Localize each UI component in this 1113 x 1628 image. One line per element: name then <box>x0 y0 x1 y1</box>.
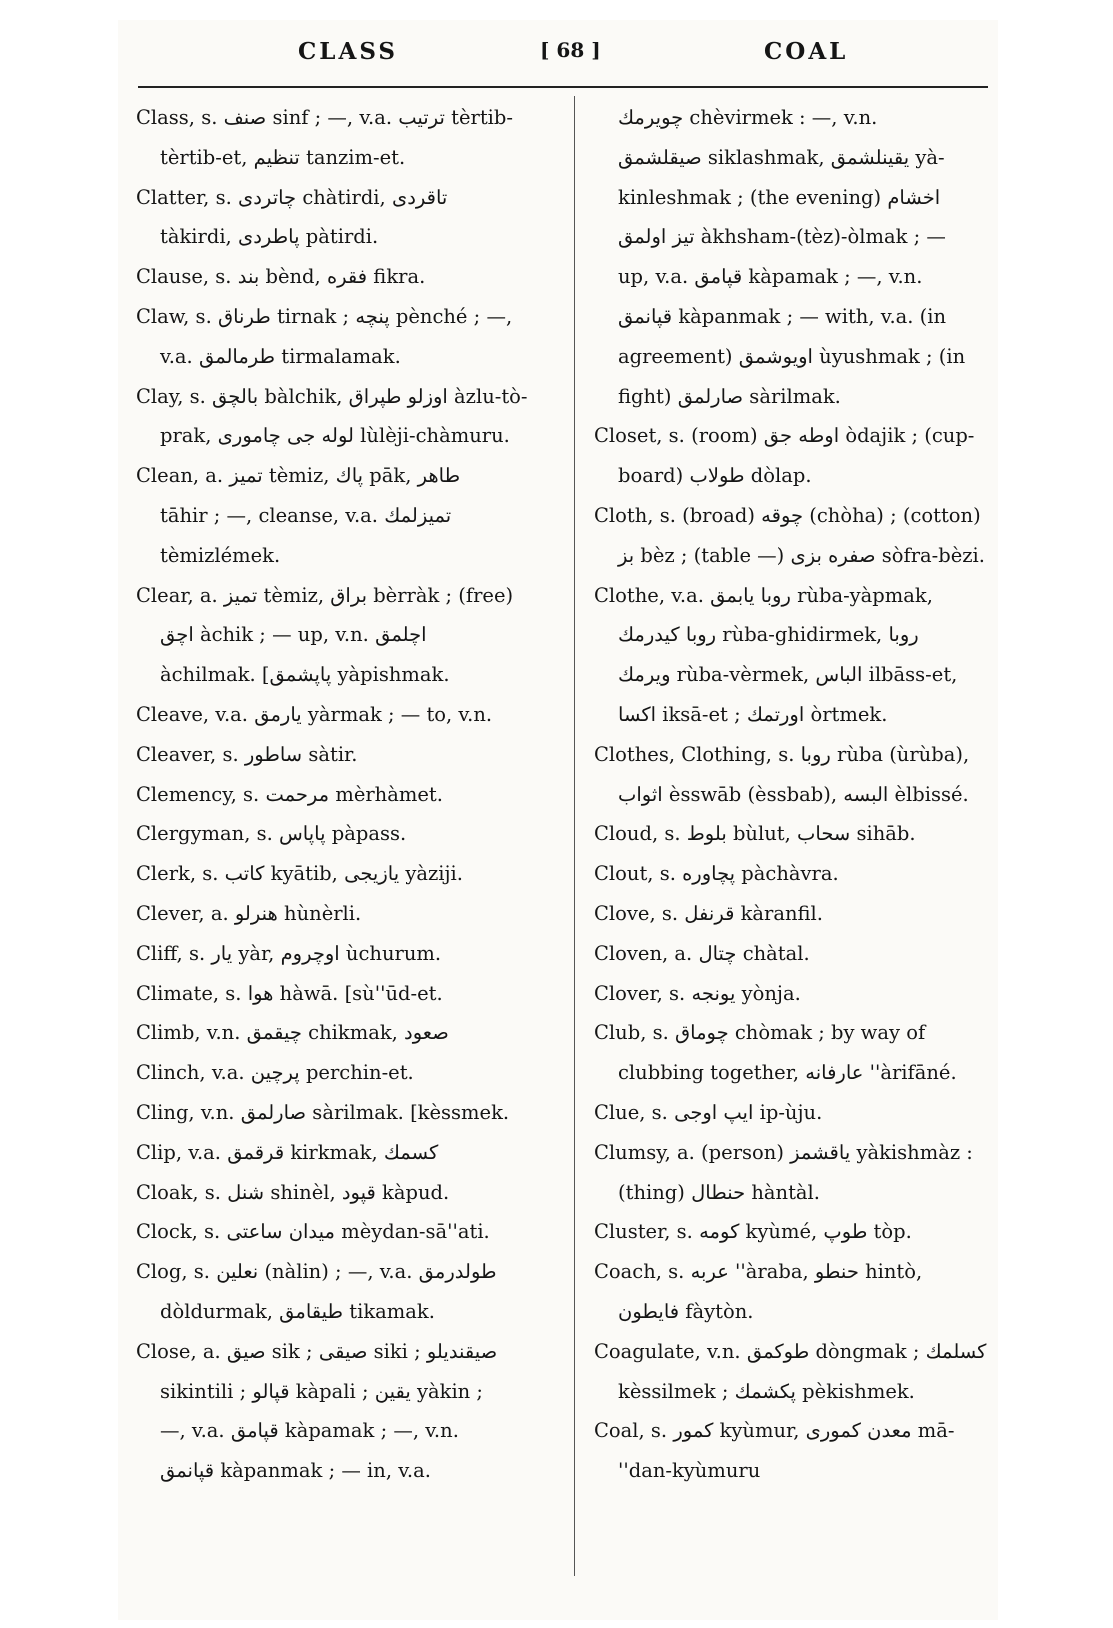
dictionary-line: Clause, s. بند bènd, فقره fikra. <box>136 265 426 289</box>
dictionary-line: Cleaver, s. ساطور sàtir. <box>136 742 358 766</box>
dictionary-line: Clay, s. بالچق bàlchik, اوزلو طپراق àzlu-tò- <box>136 384 528 408</box>
dictionary-line: فايطون fàytòn. <box>618 1299 754 1323</box>
dictionary-line: قپانمق kàpanmak ; — in, v.a. <box>160 1459 431 1483</box>
dictionary-line: Coagulate, v.n. طوكمق dòngmak ; كسلمك <box>594 1339 987 1363</box>
dictionary-line: Clove, s. قرنفل kàranfil. <box>594 901 823 925</box>
dictionary-line: Clever, a. هنرلو hùnèrli. <box>136 901 362 925</box>
dictionary-line: tèmizlémek. <box>160 543 281 567</box>
dictionary-line: tāhir ; —, cleanse, v.a. تميزلمك <box>160 503 452 527</box>
dictionary-line: Coach, s. عربه ''àraba, حنطو hintò, <box>594 1260 923 1284</box>
dictionary-line: Cleave, v.a. يارمق yàrmak ; — to, v.n. <box>136 702 493 726</box>
dictionary-line: Club, s. چوماق chòmak ; by way of <box>594 1021 926 1045</box>
dictionary-line: Clinch, v.a. پرچين perchin-et. <box>136 1061 414 1085</box>
dictionary-line: قپانمق kàpanmak ; — with, v.a. (in <box>618 304 947 328</box>
dictionary-line: Clatter, s. چاتردى chàtirdi, تاقردى <box>136 185 448 209</box>
dictionary-line: v.a. طرمالمق tirmalamak. <box>160 344 401 368</box>
dictionary-line: Clothes, Clothing, s. روبا rùba (ùrùba), <box>594 742 970 766</box>
left-running-head: CLASS <box>298 38 399 65</box>
dictionary-line: Climb, v.n. چيقمق chikmak, صعود <box>136 1021 449 1045</box>
dictionary-line: Cliff, s. يار yàr, اوچروم ùchurum. <box>136 941 442 965</box>
dictionary-line: Coal, s. كمور kyùmur, معدن كمورى mā- <box>594 1419 955 1443</box>
dictionary-line: agreement) اويوشمق ùyushmak ; (in <box>618 344 966 368</box>
dictionary-line: up, v.a. قپامق kàpamak ; —, v.n. <box>618 265 923 289</box>
dictionary-line: Claw, s. طرناق tirnak ; پنچه pènché ; —, <box>136 304 513 328</box>
dictionary-line: tàkirdi, پاطردى pàtirdi. <box>160 225 379 249</box>
dictionary-line: prak, لوله جى چاموری lùlèji-chàmuru. <box>160 424 510 448</box>
page-number: [ 68 ] <box>540 38 601 62</box>
dictionary-line: sikintili ; قپالو kàpali ; يقين yàkin ; <box>160 1379 484 1403</box>
dictionary-line: چويرمك chèvirmek : —, v.n. <box>618 106 878 129</box>
dictionary-line: kèssilmek ; پكشمك pèkishmek. <box>618 1379 915 1403</box>
dictionary-line: Cloth, s. (broad) چوقه (chòha) ; (cotton) <box>594 503 981 527</box>
dictionary-line: Cloak, s. شنل shinèl, قپود kàpud. <box>136 1180 450 1204</box>
dictionary-line: Clout, s. پچاوره pàchàvra. <box>594 862 839 886</box>
dictionary-line: تيز اولمق àkhsham-(tèz)-òlmak ; — <box>618 225 946 249</box>
dictionary-line: board) طولاب dòlap. <box>618 464 812 488</box>
dictionary-line: ويرمك rùba-vèrmek, الباس ilbāss-et, <box>618 663 958 687</box>
dictionary-line: Clothe, v.a. روبا يابمق rùba-yàpmak, <box>594 583 933 607</box>
dictionary-line: Cling, v.n. صارلمق sàrilmak. [kèssmek. <box>136 1100 510 1124</box>
dictionary-line: Cluster, s. كومه kyùmé, طوپ tòp. <box>594 1220 912 1244</box>
dictionary-line: Clog, s. نعلين (nàlin) ; —, v.a. طولدرمق <box>136 1260 497 1284</box>
dictionary-line: kinleshmak ; (the evening) اخشام <box>618 185 941 209</box>
dictionary-line: dòldurmak, طيقامق tikamak. <box>160 1299 435 1323</box>
dictionary-line: Clemency, s. مرحمت mèrhàmet. <box>136 782 443 806</box>
dictionary-line: بز bèz ; (table —) صفره بزى sòfra-bèzi. <box>618 543 985 567</box>
dictionary-line: ''dan-kyùmuru <box>618 1459 761 1483</box>
dictionary-line: àchilmak. [پاپشمق yàpishmak. <box>160 663 450 687</box>
dictionary-line: Clumsy, a. (person) ياقشمز yàkishmàz : <box>594 1140 973 1164</box>
dictionary-line: Clergyman, s. پاپاس pàpass. <box>136 822 407 846</box>
dictionary-line: اثواب èsswāb (èssbab), البسه èlbissé. <box>618 782 969 806</box>
dictionary-line: روبا كيدرمك rùba-ghidirmek, روبا <box>618 623 919 647</box>
dictionary-line: Clock, s. ميدان ساعتى mèydan-sā''ati. <box>136 1220 490 1244</box>
header-rule <box>138 86 988 88</box>
dictionary-line: صيقلشمق siklashmak, يقينلشمق yà- <box>618 145 945 169</box>
right-running-head: COAL <box>764 38 849 65</box>
dictionary-line: —, v.a. قپامق kàpamak ; —, v.n. <box>160 1419 459 1443</box>
dictionary-line: Cloud, s. بلوط bùlut, سحاب sihāb. <box>594 822 916 846</box>
dictionary-line: fight) صارلمق sàrilmak. <box>618 384 841 408</box>
dictionary-line: Class, s. صنف sinf ; —, v.a. ترتيب tèrtib- <box>136 106 513 129</box>
left-column <box>136 98 556 1491</box>
dictionary-line: clubbing together, عارفانه ''àrifāné. <box>618 1061 957 1085</box>
dictionary-line: tèrtib-et, تنظيم tanzim-et. <box>160 145 406 169</box>
dictionary-line: Clover, s. يونجه yònja. <box>594 981 801 1005</box>
page-header <box>138 28 998 88</box>
right-column <box>594 98 994 1491</box>
dictionary-line: Clip, v.a. قرقمق kirkmak, كسمك <box>136 1140 439 1164</box>
column-divider <box>574 96 575 1576</box>
dictionary-line: Cloven, a. چتال chàtal. <box>594 941 810 965</box>
dictionary-line: اكسا iksā-et ; اورتمك òrtmek. <box>618 702 888 726</box>
dictionary-line: Clean, a. تميز tèmiz, پاك pāk, طاهر <box>136 464 461 488</box>
dictionary-line: Closet, s. (room) اوطه جق òdajik ; (cup- <box>594 424 975 448</box>
dictionary-line: Clue, s. ايپ اوجى ip-ùju. <box>594 1100 823 1124</box>
dictionary-line: Close, a. صيق sik ; صيقى siki ; صيقنديلو <box>136 1339 498 1363</box>
dictionary-line: Climate, s. هوا hàwā. [sù''ūd-et. <box>136 981 443 1005</box>
dictionary-line: اچق àchik ; — up, v.n. اچلمق <box>160 623 427 647</box>
dictionary-line: Clear, a. تميز tèmiz, براق bèrràk ; (free) <box>136 583 514 607</box>
dictionary-line: (thing) حنطال hàntàl. <box>618 1180 820 1204</box>
dictionary-line: Clerk, s. كاتب kyātib, يازيجى yàziji. <box>136 862 463 886</box>
